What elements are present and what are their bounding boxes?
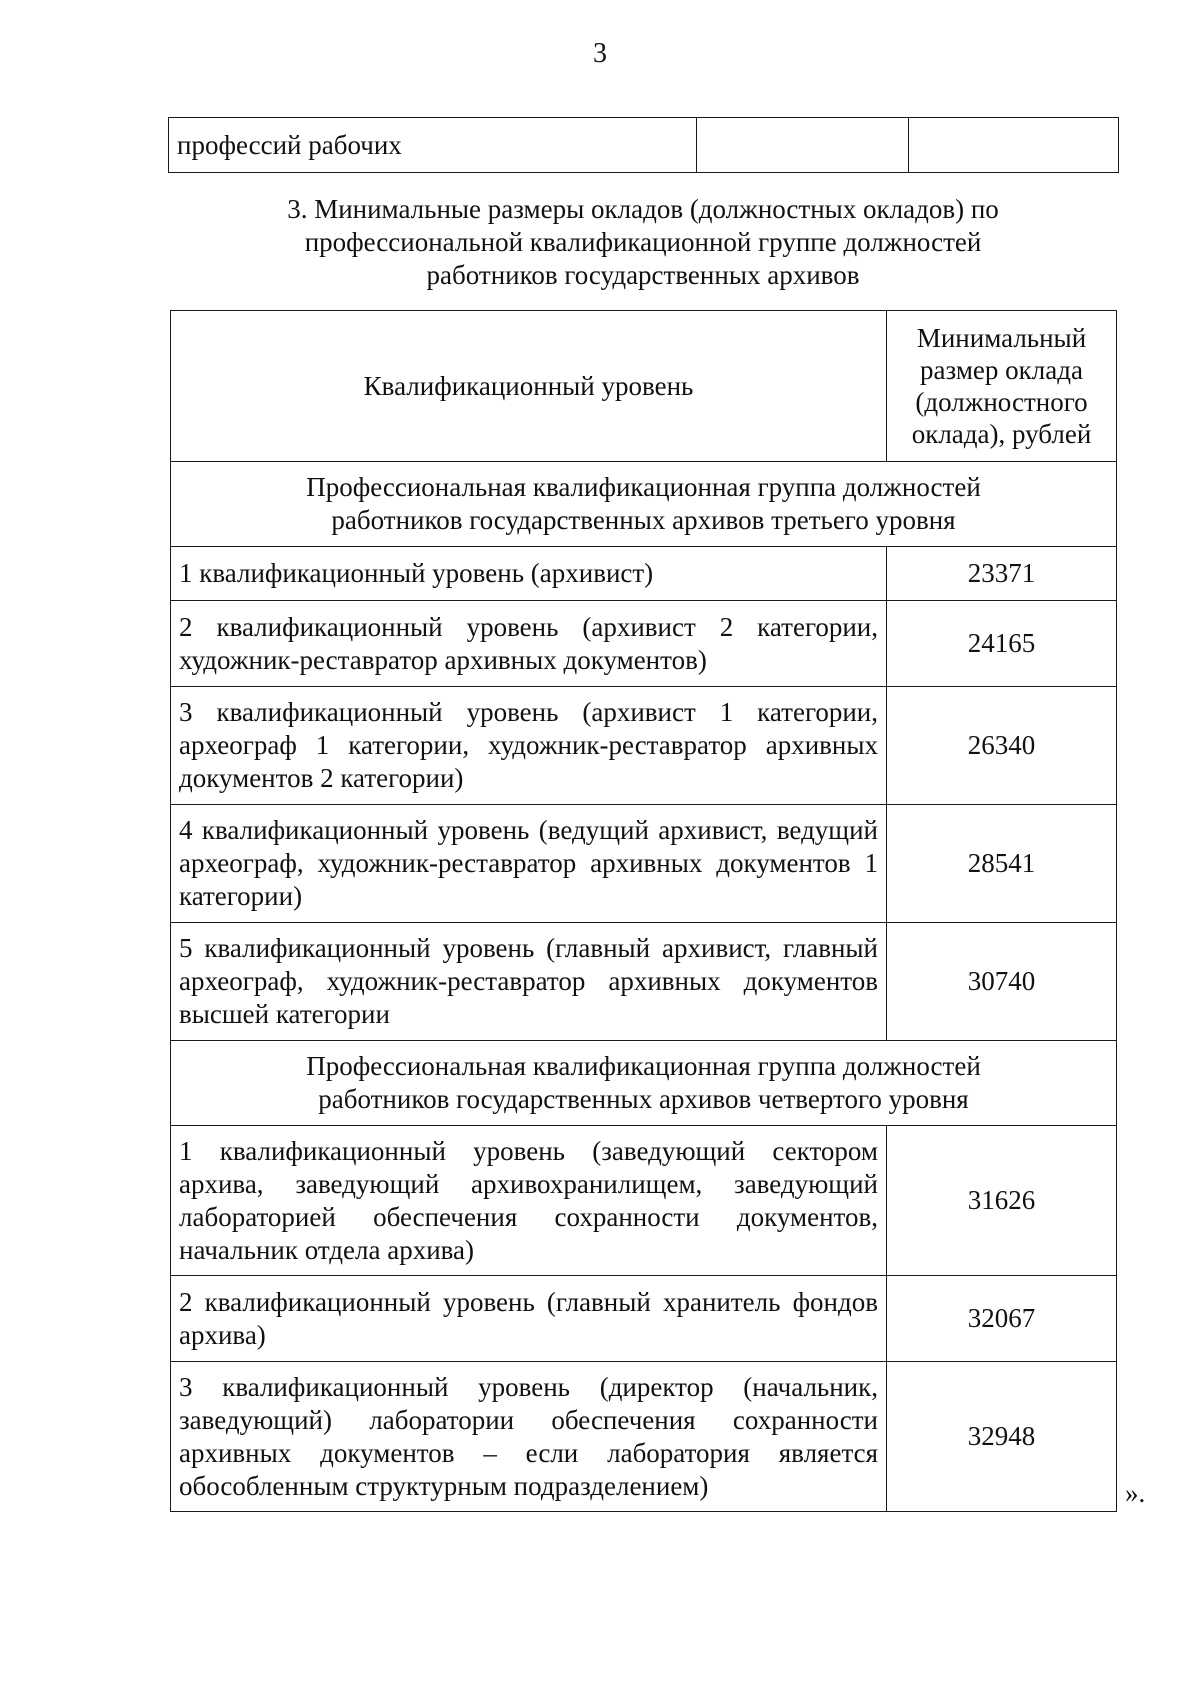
group-title [171, 1041, 1117, 1126]
section-title-line: работников государственных архивов [426, 260, 860, 290]
group-title [171, 462, 1117, 547]
page-number: 3 [593, 38, 607, 69]
table-cell-empty [697, 118, 909, 173]
table-cell-empty [909, 118, 1119, 173]
level-cell: 5 квалификационный уровень (главный архивист, главный археограф, художник-реставратор архивных документов высшей категории [171, 923, 887, 1041]
table-header-row [171, 311, 1117, 462]
header-level: Квалификационный уровень [171, 311, 887, 462]
group-title-line: работников государственных архивов третьего уровня [331, 505, 956, 535]
table-row [171, 805, 1117, 923]
group-row [171, 462, 1117, 547]
level-cell: 2 квалификационный уровень (архивист 2 категории, художник-реставратор архивных документов) [171, 601, 887, 687]
salary-table [170, 310, 1117, 1512]
table-cell: профессий рабочих [169, 118, 697, 173]
salary-cell: 30740 [887, 923, 1117, 1041]
level-cell: 2 квалификационный уровень (главный хранитель фондов архива) [171, 1276, 887, 1362]
level-cell: 1 квалификационный уровень (архивист) [171, 547, 887, 601]
section-title-line: профессиональной квалификационной группе должностей [304, 227, 982, 257]
level-cell: 1 квалификационный уровень (заведующий сектором архива, заведующий архивохранилищем, заведующий лабораторией обеспечения сохранности документов, начальник отдела архива) [171, 1126, 887, 1276]
level-cell: 3 квалификационный уровень (архивист 1 категории, археограф 1 категории, художник-реставратор архивных документов 2 категории) [171, 687, 887, 805]
closing-quote-mark: ». [1125, 1478, 1146, 1508]
salary-cell: 23371 [887, 547, 1117, 601]
salary-cell: 24165 [887, 601, 1117, 687]
salary-cell: 31626 [887, 1126, 1117, 1276]
group-title-line: работников государственных архивов четвертого уровня [318, 1084, 969, 1114]
level-cell: 3 квалификационный уровень (директор (начальник, заведующий) лаборатории обеспечения сохранности архивных документов – если лаборатория является обособленным структурным подразделением) [171, 1362, 887, 1512]
salary-cell: 32948 [887, 1362, 1117, 1512]
continuation-table [168, 117, 1119, 173]
section-title [168, 193, 1118, 292]
group-title-line: Профессиональная квалификационная группа должностей [306, 1051, 981, 1081]
group-title-line: Профессиональная квалификационная группа должностей [306, 472, 981, 502]
table-row [171, 687, 1117, 805]
table-row [171, 547, 1117, 601]
level-cell: 4 квалификационный уровень (ведущий архивист, ведущий археограф, художник-реставратор архивных документов 1 категории) [171, 805, 887, 923]
table-row [171, 923, 1117, 1041]
salary-cell: 32067 [887, 1276, 1117, 1362]
table-row [169, 118, 1119, 173]
salary-cell: 26340 [887, 687, 1117, 805]
table-row [171, 1126, 1117, 1276]
section-title-line: 3. Минимальные размеры окладов (должностных окладов) по [287, 194, 999, 224]
group-row [171, 1041, 1117, 1126]
table-row [171, 1276, 1117, 1362]
table-row [171, 601, 1117, 687]
table-row [171, 1362, 1117, 1512]
salary-cell: 28541 [887, 805, 1117, 923]
header-salary: Минимальный размер оклада (должностного оклада), рублей [887, 311, 1117, 462]
